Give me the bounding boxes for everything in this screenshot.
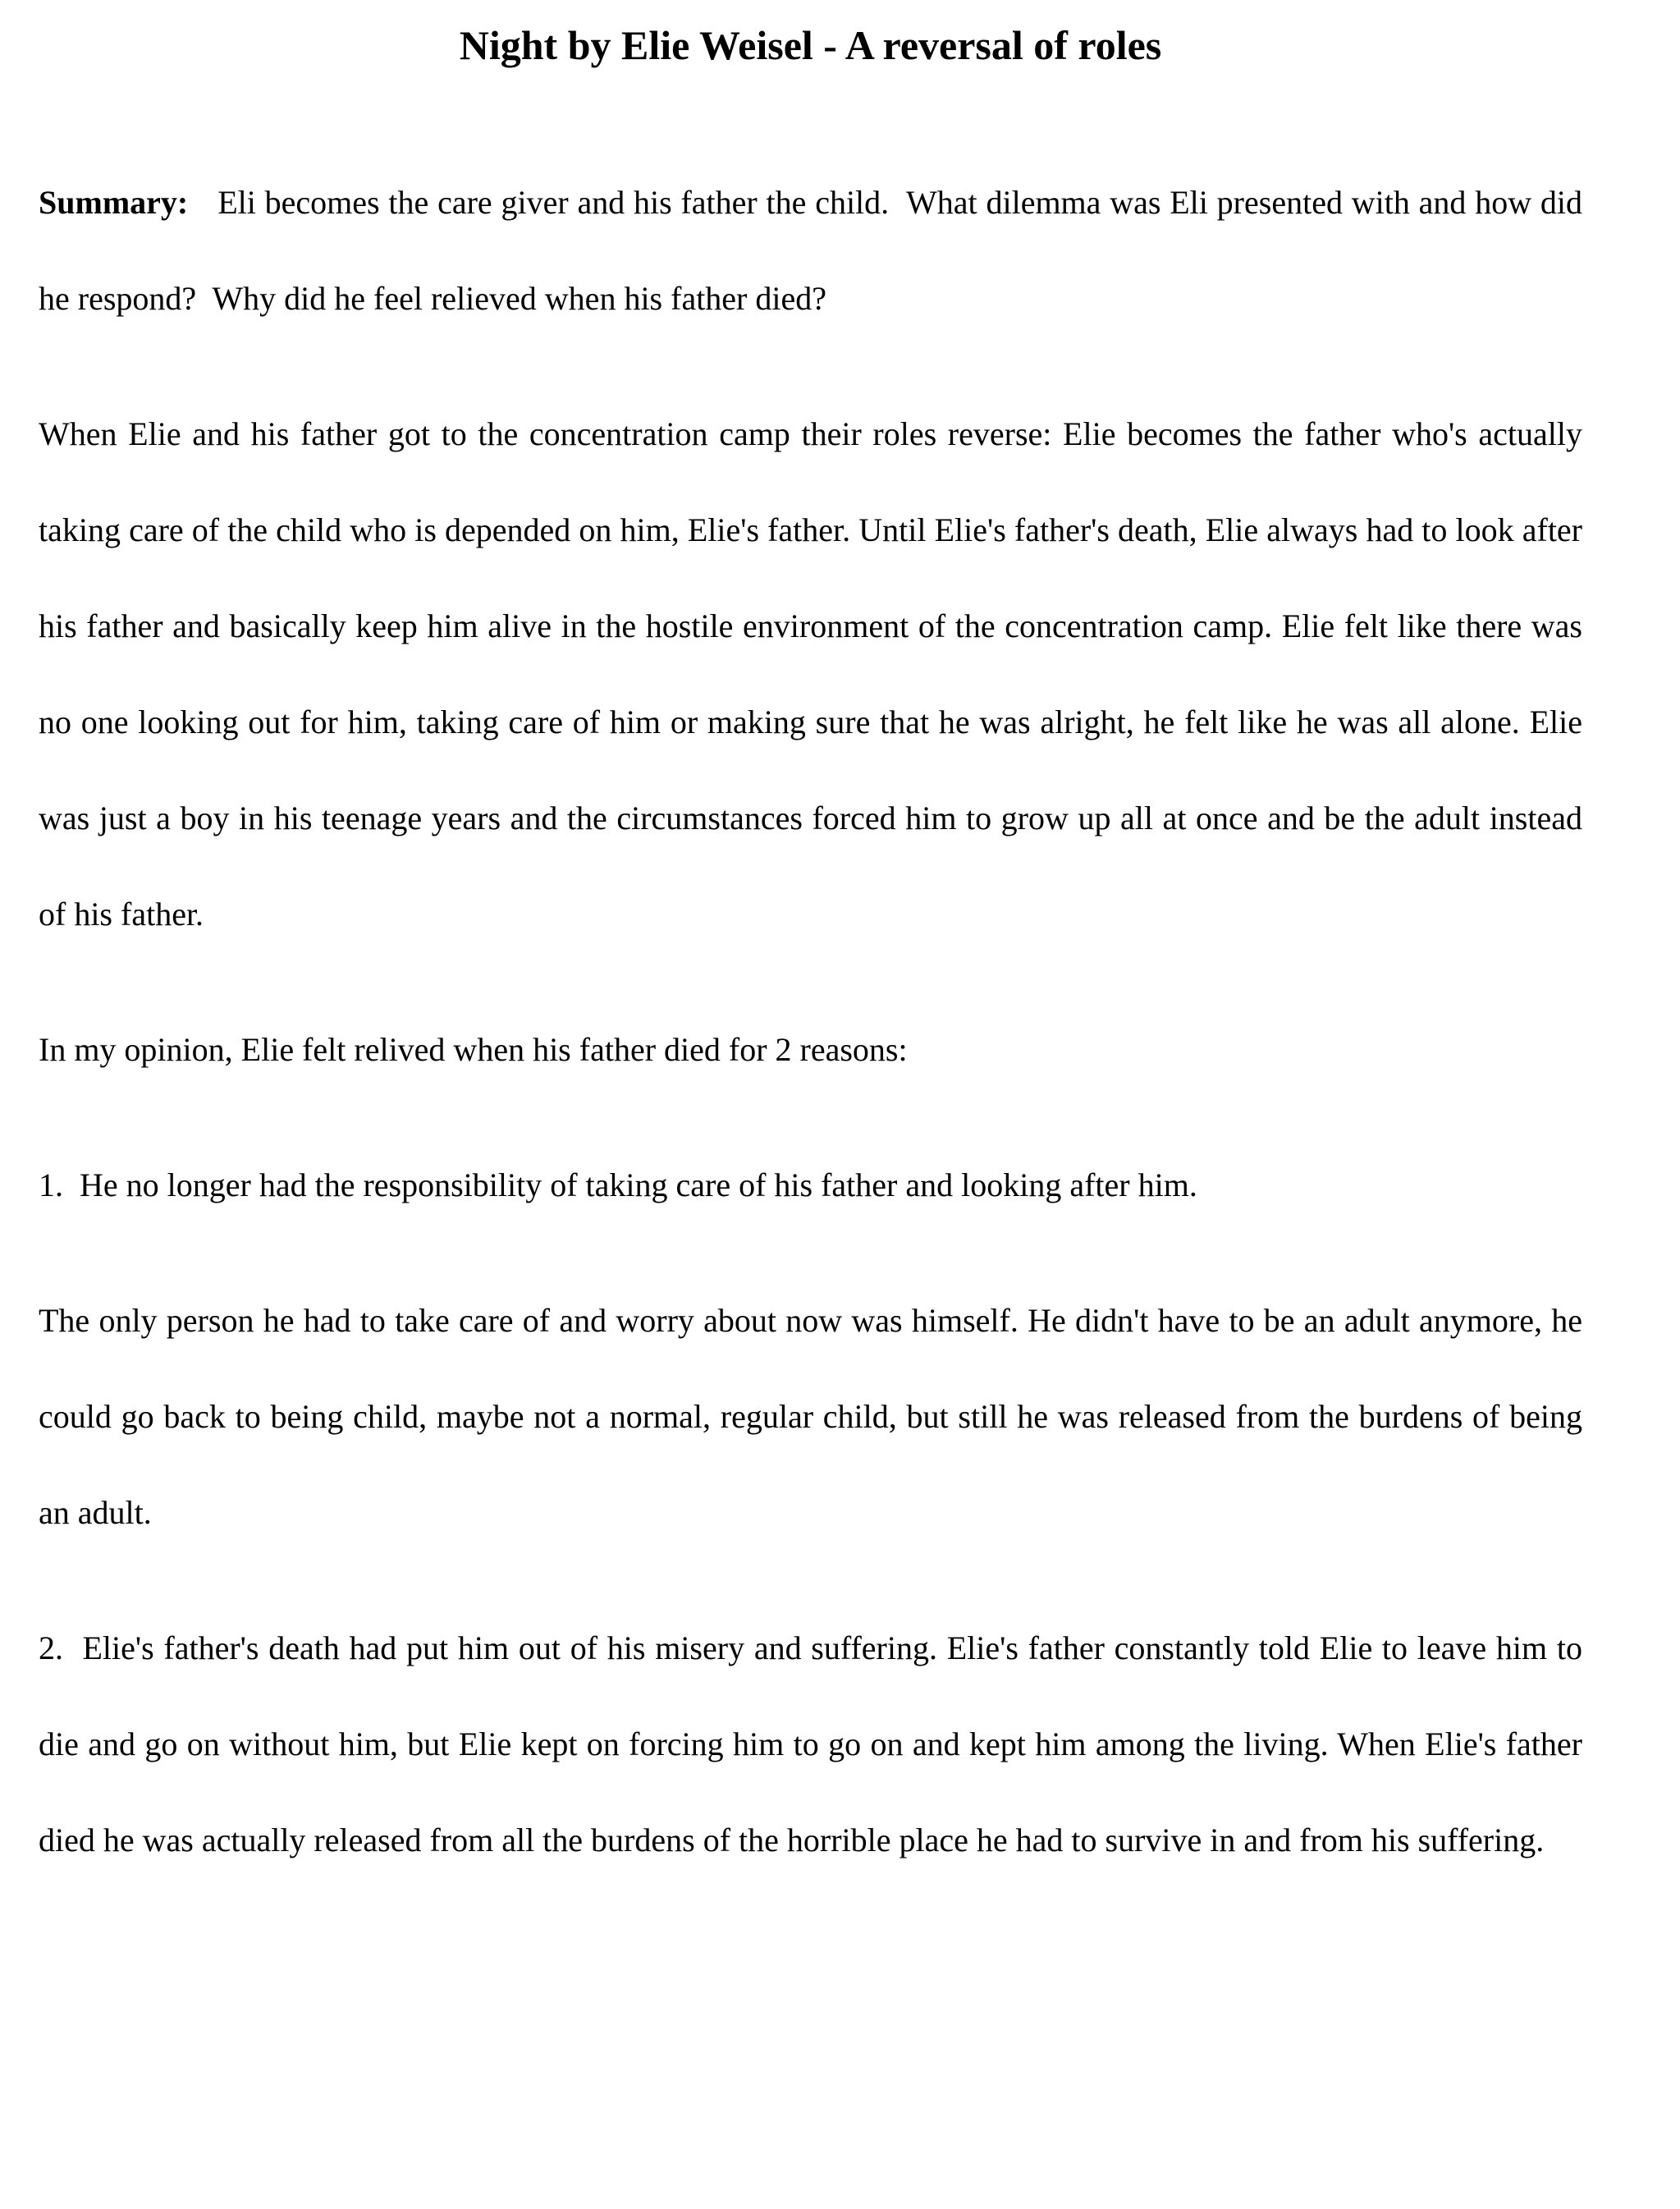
summary-text: Eli becomes the care giver and his father the child. What dilemma was Eli presented with and how did he respond? Why did he feel relieved when his father died? <box>39 184 1582 317</box>
reason-1-explanation-paragraph: The only person he had to take care of and worry about now was himself. He didn't have to be an adult anymore, he could go back to being child, maybe not a normal, regular child, but still he was released from the burdens of being an adult. <box>39 1302 1582 1531</box>
summary-paragraph <box>39 154 1582 346</box>
essay-title: Night by Elie Weisel - A reversal of roles <box>459 22 1162 68</box>
body-paragraph-role-reversal: When Elie and his father got to the concentration camp their roles reverse: Elie becomes the father who's actually taking care of the child who is depended on him, Elie's father. Until Elie's father's death, Elie always had to look after his father and basically keep him alive in the hostile environment of the concentration camp. Elie felt like there was no one looking out for him, taking care of him or making sure that he was alright, he felt like he was all alone. Elie was just a boy in his teenage years and the circumstances forced him to grow up all at once and be the adult instead of his father. <box>39 415 1582 933</box>
reason-2-item: 2. Elie's father's death had put him out of his misery and suffering. Elie's father constantly told Elie to leave him to die and go on without him, but Elie kept on forcing him to go on and kept him among the living. When Elie's father died he was actually released from all the burdens of the horrible place he had to survive in and from his suffering. <box>39 1629 1582 1858</box>
summary-label: Summary: <box>39 184 189 221</box>
body-paragraph-opinion-intro: In my opinion, Elie felt relived when his father died for 2 reasons: <box>39 1031 908 1068</box>
reason-1-item: 1. He no longer had the responsibility of taking care of his father and looking after him. <box>39 1166 1197 1203</box>
